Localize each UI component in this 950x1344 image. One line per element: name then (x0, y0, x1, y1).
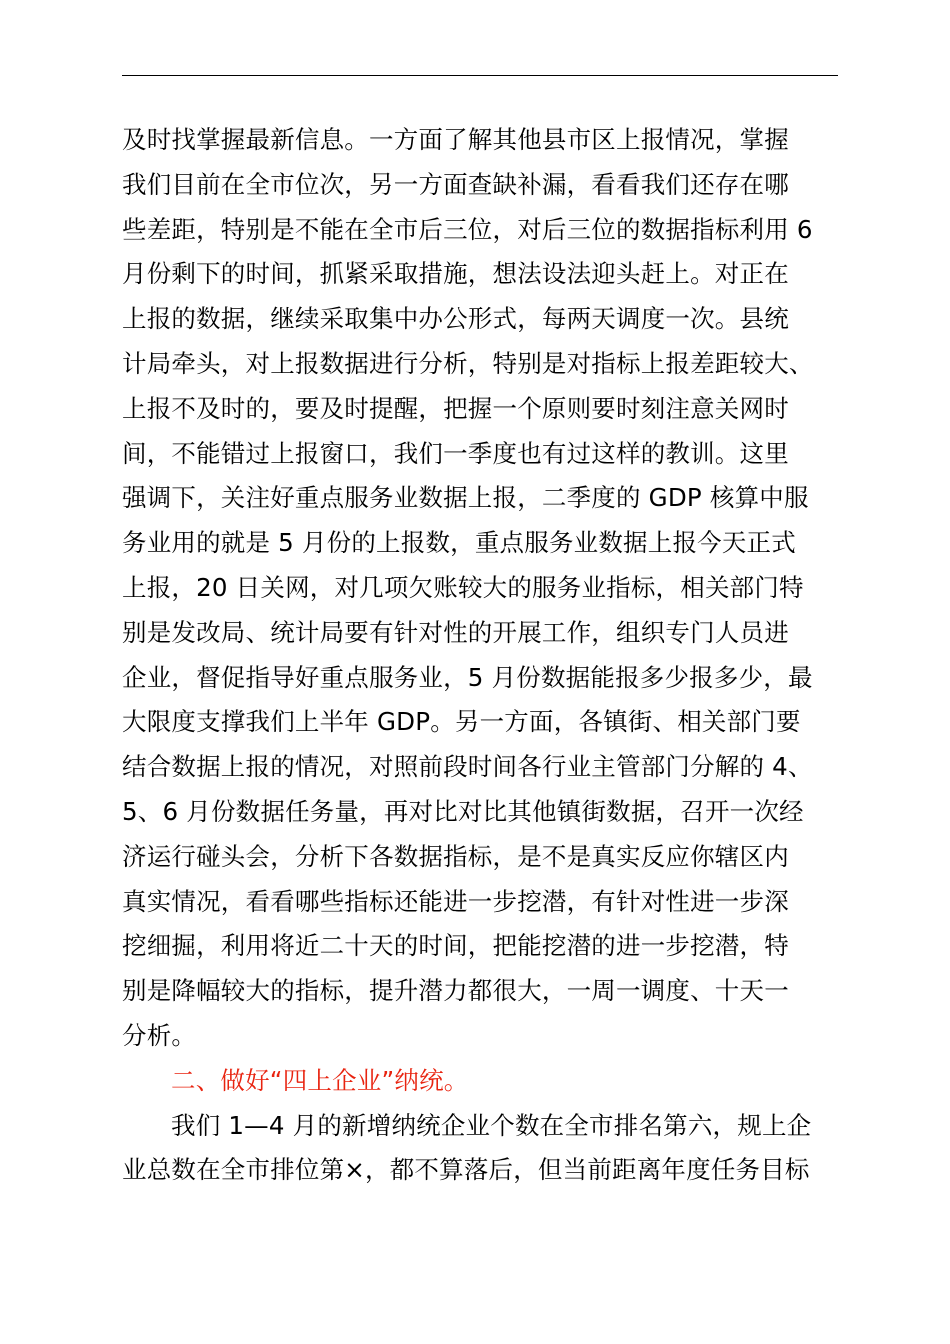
text-line: 真实情况，看看哪些指标还能进一步挖潜，有针对性进一步深 (122, 886, 789, 916)
header-rule (122, 75, 838, 76)
text-line: 及时找掌握最新信息。一方面了解其他县市区上报情况，掌握 (122, 125, 789, 154)
text-line: 上报，20 日关网，对几项欠账较大的服务业指标，相关部门特 (122, 572, 804, 602)
text-line: 上报不及时的，要及时提醒，把握一个原则要时刻注意关网时 (122, 393, 789, 423)
text-line: 企业，督促指导好重点服务业，5 月份数据能报多少报多少，最 (122, 662, 813, 692)
text-line: 务业用的就是 5 月份的上报数，重点服务业数据上报今天正式 (122, 528, 796, 558)
text-line: 别是发改局、统计局要有针对性的开展工作，组织专门人员进 (122, 617, 789, 647)
text-line: 大限度支撑我们上半年 GDP。另一方面，各镇街、相关部门要 (122, 707, 801, 737)
text-line: 月份剩下的时间，抓紧采取措施，想法设法迎头赶上。对正在 (122, 259, 789, 289)
text-line: 些差距，特别是不能在全市后三位，对后三位的数据指标利用 6 (122, 214, 813, 244)
text-line: 强调下，关注好重点服务业数据上报，二季度的 GDP 核算中服 (122, 483, 809, 513)
text-line: 我们目前在全市位次，另一方面查缺补漏，看看我们还存在哪 (122, 169, 789, 199)
text-line: 计局牵头，对上报数据进行分析，特别是对指标上报差距较大、 (122, 348, 814, 378)
text-line: 济运行碰头会，分析下各数据指标，是不是真实反应你辖区内 (122, 841, 789, 871)
document-body (122, 118, 838, 1193)
text-line: 分析。 (122, 1020, 197, 1050)
text-line: 我们 1—4 月的新增纳统企业个数在全市排名第六，规上企 (171, 1110, 812, 1140)
text-line: 挖细掘，利用将近二十天的时间，把能挖潜的进一步挖潜，特 (122, 931, 789, 961)
text-line: 间，不能错过上报窗口，我们一季度也有过这样的教训。这里 (122, 438, 789, 468)
text-line: 业总数在全市排位第×，都不算落后，但当前距离年度任务目标 (122, 1155, 810, 1185)
text-line: 结合数据上报的情况，对照前段时间各行业主管部门分解的 4、 (122, 752, 813, 782)
text-line: 上报的数据，继续采取集中办公形式，每两天调度一次。县统 (122, 304, 789, 334)
text-line: 5、6 月份数据任务量，再对比对比其他镇街数据，召开一次经 (122, 796, 804, 826)
section-heading: 二、做好“四上企业”纳统。 (171, 1065, 469, 1095)
text-line: 别是降幅较大的指标，提升潜力都很大，一周一调度、十天一 (122, 976, 789, 1006)
